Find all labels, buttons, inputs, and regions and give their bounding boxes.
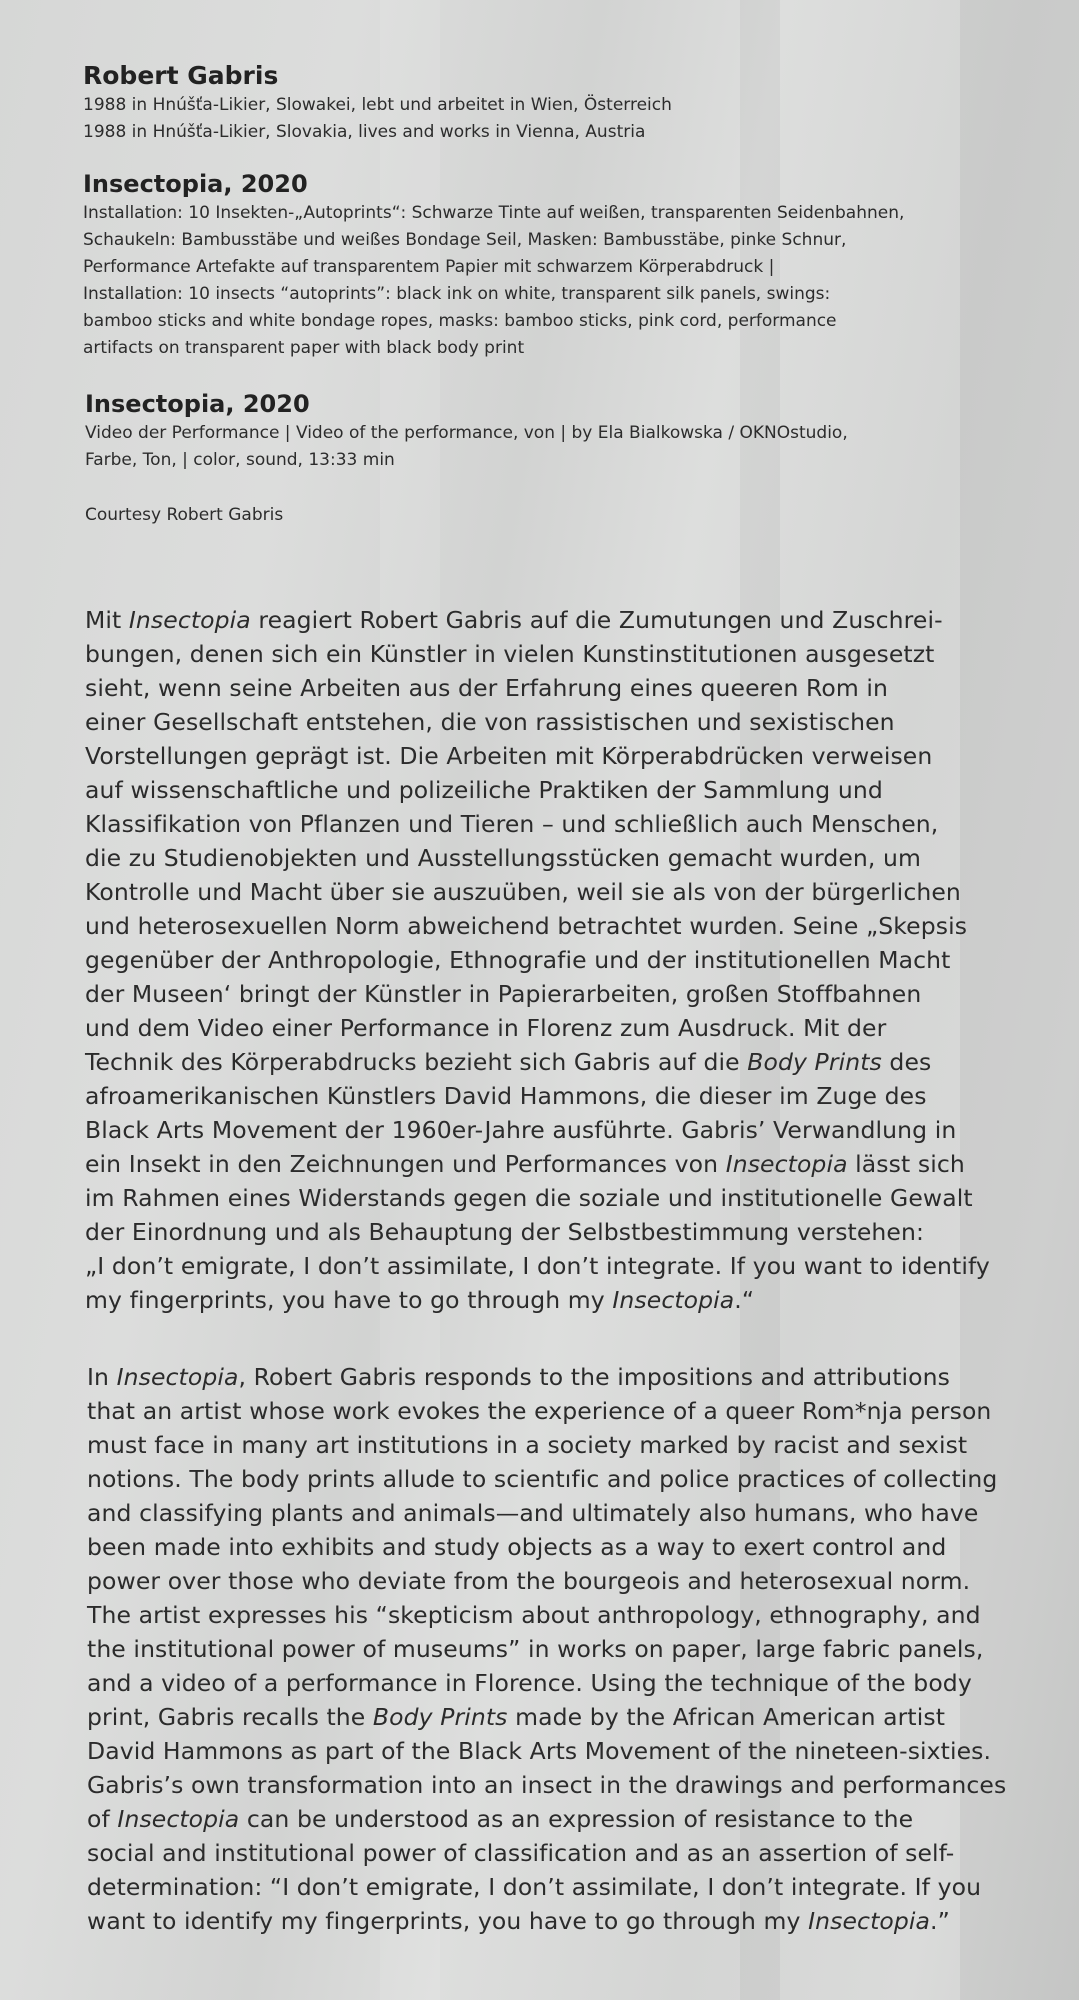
text-run: einer Gesellschaft entstehen, die von rassistischen und sexistischen [85,708,895,736]
text-run: des [881,1048,932,1076]
text-run: afroamerikanischen Künstlers David Hammons, die dieser im Zuge des [85,1082,927,1110]
text-run: my fingerprints, you have to go through my [85,1286,613,1314]
work-details-line: Installation: 10 Insekten-„Autoprints“: Schwarze Tinte auf weißen, transparenten Seidenbahnen, [83,203,905,223]
italic-title: Body Prints [372,1703,508,1731]
paragraph-line-de [85,773,1035,807]
text-run: David Hammons as part of the Black Arts Movement of the nineteen-sixties. [87,1737,992,1765]
text-run: power over those who deviate from the bourgeois and heterosexual norm. [87,1567,971,1595]
paragraph-line-de [85,841,1035,875]
italic-title: Insectopia [128,606,251,634]
paragraph-line-de [85,1147,1035,1181]
paragraph-line-de [85,1215,1035,1249]
work-details-line: bamboo sticks and white bondage ropes, masks: bamboo sticks, pink cord, performance [83,311,837,331]
text-run: die zu Studienobjekten und Ausstellungsstücken gemacht wurden, um [85,844,922,872]
description-german [85,603,1035,1317]
paragraph-line-de [85,1181,1035,1215]
paragraph-line-en [87,1768,1037,1802]
paragraph-line-en [87,1394,1037,1428]
paragraph-line-de [85,1045,1035,1079]
paragraph-line-de [85,671,1035,705]
paragraph-line-en [87,1428,1037,1462]
italic-title: Insectopia [117,1805,240,1833]
paragraph-line-en [87,1734,1037,1768]
artist-name: Robert Gabris [83,61,279,90]
italic-title: Body Prints [747,1048,882,1076]
work-title: Insectopia, 2020 [85,390,310,418]
paragraph-line-de [85,977,1035,1011]
paragraph-line-de [85,1011,1035,1045]
work-details-line: Installation: 10 insects “autoprints”: black ink on white, transparent silk panels, swings: [83,284,831,304]
text-run: gegenüber der Anthropologie, Ethnografie und der institutionellen Macht [85,946,951,974]
text-run: sieht, wenn seine Arbeiten aus der Erfahrung eines queeren Rom in [85,674,889,702]
paragraph-line-en [87,1836,1037,1870]
text-run: Black Arts Movement der 1960er-Jahre ausführte. Gabris’ Verwandlung in [85,1116,957,1144]
paragraph-line-de [85,1283,1035,1317]
text-run: that an artist whose work evokes the experience of a queer Rom*nja person [87,1397,992,1425]
paragraph-line-en [87,1360,1037,1394]
text-run: der Museen‘ bringt der Künstler in Papierarbeiten, großen Stoffbahnen [85,980,922,1008]
text-run: .” [930,1907,950,1935]
paragraph-line-de [85,1249,1035,1283]
italic-title: Insectopia [116,1363,239,1391]
text-run: Vorstellungen geprägt ist. Die Arbeiten mit Körperabdrücken verweisen [85,742,933,770]
text-run: Mit [85,606,129,634]
text-run: want to identify my fingerprints, you have to go through my [87,1907,809,1935]
text-run: The artist expresses his “skepticism about anthropology, ethnography, and [87,1601,981,1629]
text-run: and a video of a performance in Florence. Using the technique of the body [87,1669,972,1697]
text-run: reagiert Robert Gabris auf die Zumutungen und Zuschrei- [250,606,943,634]
paragraph-line-en [87,1632,1037,1666]
work-video [85,388,985,474]
work-details-line: Performance Artefakte auf transparentem Papier mit schwarzem Körperabdruck | [83,257,775,277]
text-run: und dem Video einer Performance in Florenz zum Ausdruck. Mit der [85,1014,887,1042]
paragraph-line-en [87,1700,1037,1734]
paragraph-line-en [87,1496,1037,1530]
courtesy-text: Courtesy Robert Gabris [85,505,284,525]
paragraph-line-en [87,1904,1037,1938]
text-run: must face in many art institutions in a society marked by racist and sexist [87,1431,968,1459]
paragraph-line-en [87,1530,1037,1564]
italic-title: Insectopia [612,1286,735,1314]
paragraph-line-de [85,603,1035,637]
text-run: made by the African American artist [507,1703,946,1731]
paragraph-line-de [85,637,1035,671]
text-run: und heterosexuellen Norm abweichend betrachtet wurden. Seine „Skepsis [85,912,968,940]
paragraph-line-en [87,1462,1037,1496]
paragraph-line-de [85,909,1035,943]
paragraph-line-de [85,807,1035,841]
text-run: .“ [734,1286,755,1314]
work-details-line: Farbe, Ton, | color, sound, 13:33 min [85,450,395,470]
description-english [87,1360,1037,1938]
text-run: been made into exhibits and study objects as a way to exert control and [87,1533,947,1561]
text-run: determination: “I don’t emigrate, I don’t assimilate, I don’t integrate. If you [87,1873,982,1901]
work-installation [83,168,983,362]
paragraph-line-en [87,1598,1037,1632]
paragraph-line-en [87,1870,1037,1904]
paragraph-line-en [87,1802,1037,1836]
text-run: Technik des Körperabdrucks bezieht sich Gabris auf die [85,1048,748,1076]
work-details-line: Video der Performance | Video of the performance, von | by Ela Bialkowska / OKNOstudio, [85,423,848,443]
paragraph-line-de [85,1113,1035,1147]
text-run: Kontrolle und Macht über sie auszuüben, weil sie als von der bürgerlichen [85,878,961,906]
paragraph-line-de [85,705,1035,739]
text-run: social and institutional power of classification and as an assertion of self- [87,1839,955,1867]
italic-title: Insectopia [808,1907,931,1935]
paragraph-line-de [85,739,1035,773]
text-run: lässt sich [847,1150,965,1178]
work-title: Insectopia, 2020 [83,170,308,198]
paragraph-line-de [85,875,1035,909]
work-details-line: Schaukeln: Bambusstäbe und weißes Bondage Seil, Masken: Bambusstäbe, pinke Schnur, [83,230,847,250]
text-run: of [87,1805,118,1833]
paragraph-line-en [87,1564,1037,1598]
paragraph-line-de [85,943,1035,977]
paragraph-line-de [85,1079,1035,1113]
text-run: and classifying plants and animals—and ultimately also humans, who have [87,1499,979,1527]
text-run: im Rahmen eines Widerstands gegen die soziale und institutionelle Gewalt [85,1184,973,1212]
artist-bio-de: 1988 in Hnúšťa-Likier, Slowakei, lebt und arbeitet in Wien, Österreich [83,95,672,115]
work-details-line: artifacts on transparent paper with black body print [83,338,525,358]
italic-title: Insectopia [725,1150,848,1178]
text-run: auf wissenschaftliche und polizeiliche Praktiken der Sammlung und [85,776,883,804]
text-run: Gabris’s own transformation into an insect in the drawings and performances [87,1771,1007,1799]
courtesy-line [85,502,985,529]
text-run: the institutional power of museums” in works on paper, large fabric panels, [87,1635,984,1663]
text-run: , Robert Gabris responds to the impositions and attributions [238,1363,950,1391]
text-run: „I don’t emigrate, I don’t assimilate, I don’t integrate. If you want to identify [85,1252,990,1280]
text-run: In [87,1363,117,1391]
text-run: can be understood as an expression of resistance to the [239,1805,914,1833]
text-run: bungen, denen sich ein Künstler in vielen Kunstinstitutionen ausgesetzt [85,640,935,668]
artist-bio-en: 1988 in Hnúšťa-Likier, Slovakia, lives and works in Vienna, Austria [83,122,646,142]
text-run: Klassifikation von Pflanzen und Tieren – und schließlich auch Menschen, [85,810,939,838]
artist-block [83,60,983,146]
paragraph-line-en [87,1666,1037,1700]
text-run: print, Gabris recalls the [87,1703,373,1731]
text-run: ein Insekt in den Zeichnungen und Performances von [85,1150,726,1178]
text-run: der Einordnung und als Behauptung der Selbstbestimmung verstehen: [85,1218,924,1246]
text-run: notions. The body prints allude to scientıfic and police practices of collecting [87,1465,998,1493]
